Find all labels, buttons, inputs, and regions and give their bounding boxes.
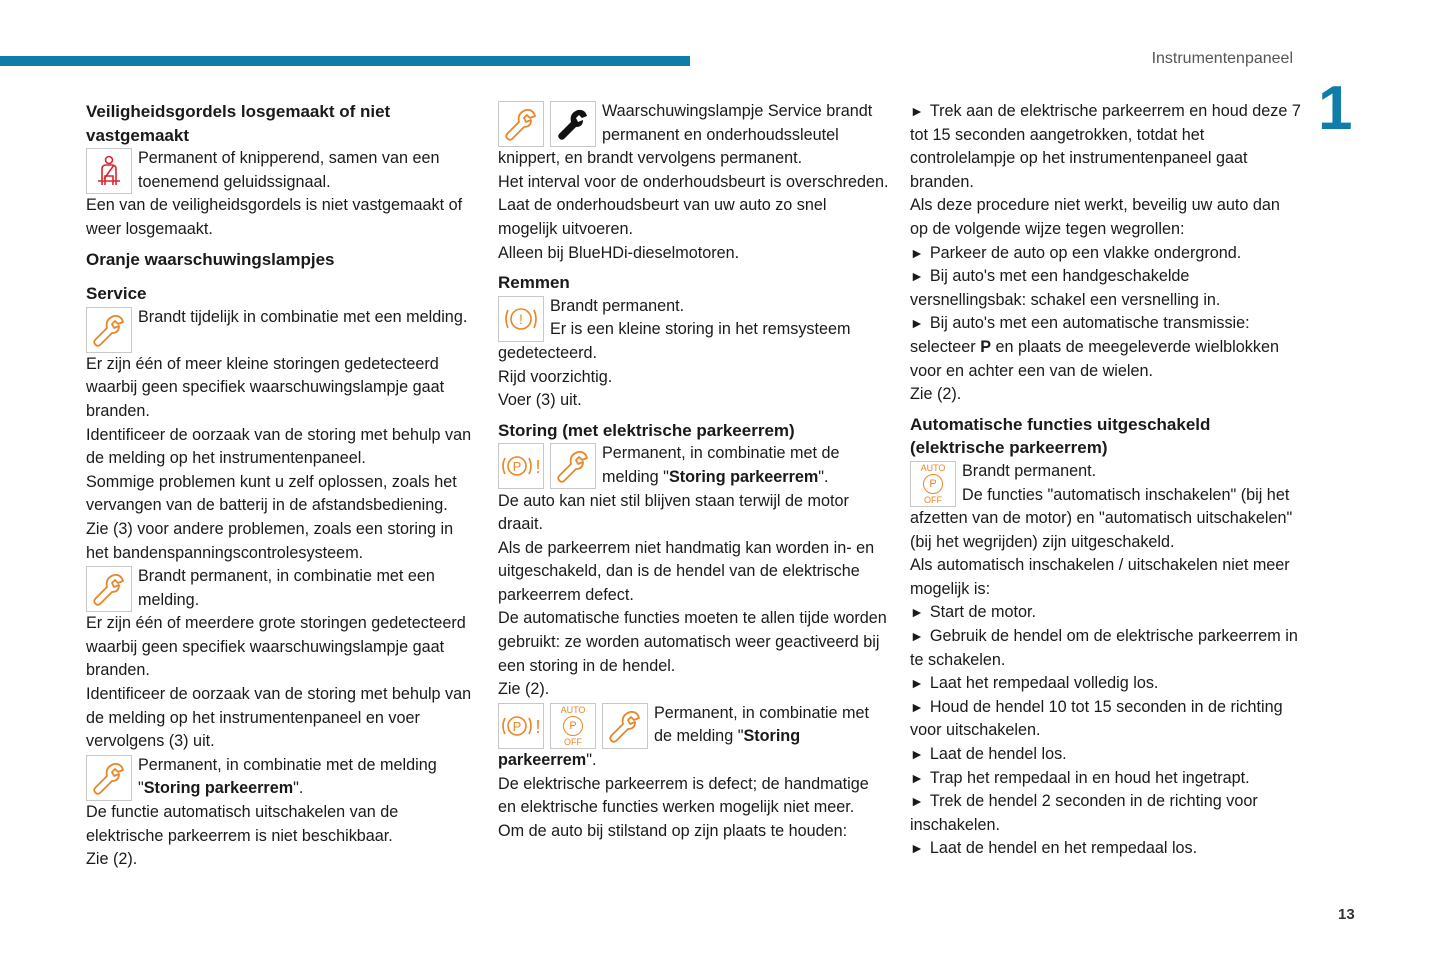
- service-lamp-3-text: Permanent, in combinatie met de melding "Storing parkeerrem".: [138, 755, 437, 798]
- orange-lamps-heading: Oranje waarschuwingslampjes: [86, 249, 335, 269]
- chapter-number: 1: [1318, 74, 1353, 143]
- bullet-arrow-icon: ►: [910, 604, 924, 621]
- wrench-icon: [86, 755, 132, 801]
- service-2-paragraph-1: Er zijn één of meerdere grote storingen gedetecteerd waarbij geen specifiek waarschuwingslampje gaat branden.: [86, 614, 466, 680]
- auto-off-parking-icon: [550, 703, 596, 749]
- bullet-arrow-icon: ►: [910, 315, 924, 332]
- service-lamp-2-text: Brandt permanent, in combinatie met een melding.: [138, 567, 435, 609]
- auto-label: AUTO: [920, 462, 946, 473]
- bullet-arrow-icon: ►: [910, 103, 924, 119]
- service-1-paragraph-1: Er zijn één of meer kleine storingen gedetecteerd waarbij geen specifiek waarschuwingslampje gaat branden.: [86, 354, 445, 420]
- see-reference: Zie (2).: [910, 385, 962, 404]
- service-1-paragraph-3: Sommige problemen kunt u zelf oplossen, zoals het vervangen van de batterij in de afstandsbediening.: [86, 472, 457, 515]
- bullet-arrow-icon: ►: [910, 244, 924, 261]
- epb-1-paragraph-4: Zie (2).: [498, 680, 550, 699]
- wrench-icon: [550, 443, 596, 489]
- service-lamp-1-text: Brandt tijdelijk in combinatie met een melding.: [138, 307, 468, 326]
- bullet-arrow-icon: ►: [910, 840, 924, 857]
- column-middle: [498, 100, 890, 843]
- bullet-item: ► Parkeer de auto op een vlakke ondergrond.: [910, 243, 1242, 262]
- page-number: 13: [1338, 906, 1355, 923]
- service-3-paragraph-2: Zie (2).: [86, 850, 138, 869]
- epb-1-paragraph-3: De automatische functies moeten te allen tijde worden gebruikt: ze worden automatisch weer geactiveerd bij een storing in de hendel.: [498, 609, 887, 675]
- bullet-arrow-icon: ►: [910, 746, 924, 763]
- off-label: OFF: [564, 736, 582, 747]
- step-item: ► Laat het rempedaal volledig los.: [910, 674, 1159, 693]
- service-key-paragraph-3: Alleen bij BlueHDi-dieselmotoren.: [498, 243, 740, 262]
- service-2-paragraph-2: Identificeer de oorzaak van de storing met behulp van de melding op het instrumentenpaneel en voer vervolgens (3) uit.: [86, 685, 472, 751]
- parking-p-glyph: P: [512, 718, 522, 734]
- brakes-lamp-text: Brandt permanent.: [550, 296, 685, 315]
- brake-warning-icon: [498, 296, 544, 342]
- bullet-arrow-icon: ►: [910, 628, 924, 645]
- epb-2-lamp-text: Permanent, in combinatie met de melding "Storing parkeerrem".: [498, 703, 870, 770]
- service-key-paragraph-1: Het interval voor de onderhoudsbeurt is overschreden.: [498, 172, 889, 191]
- auto-paragraph-2: Als automatisch inschakelen / uitschakelen niet meer mogelijk is:: [910, 556, 1290, 598]
- step-item: ► Laat de hendel en het rempedaal los.: [910, 839, 1198, 858]
- maintenance-wrench-icon: [550, 101, 596, 147]
- seatbelt-paragraph: Een van de veiligheidsgordels is niet vastgemaakt of weer losgemaakt.: [86, 196, 463, 238]
- service-heading: Service: [86, 284, 147, 304]
- service-3-paragraph-1: De functie automatisch uitschakelen van de elektrische parkeerrem is niet beschikbaar.: [86, 803, 399, 845]
- bullet-item: ► Trek aan de elektrische parkeerrem en houd deze 7 tot 15 seconden aangetrokken, totdat het controlelampje op het instrumentenpaneel gaat branden.: [910, 102, 1301, 191]
- fault-exclaim-glyph: !: [535, 457, 541, 478]
- auto-lamp-text: Brandt permanent.: [962, 461, 1097, 480]
- bullet-item: ► Bij auto's met een automatische transmissie: selecteer P en plaats de meegeleverde wielblokken voor en achter een van de wielen.: [910, 314, 1279, 380]
- service-key-lamp-text: Waarschuwingslampje Service brandt permanent en onderhoudssleutel knippert, en brandt vervolgens permanent.: [498, 102, 873, 168]
- fault-exclaim-glyph: !: [535, 716, 541, 737]
- step-item: ► Start de motor.: [910, 603, 1037, 622]
- epb-2-paragraph-1: De elektrische parkeerrem is defect; de handmatige en elektrische functies werken mogelijk niet meer.: [498, 774, 869, 817]
- wrench-icon: [602, 703, 648, 749]
- parking-brake-fault-icon: [498, 443, 544, 489]
- auto-functions-heading: Automatische functies uitgeschakeld (elektrische parkeerrem): [910, 414, 1211, 458]
- brakes-paragraph-1: Er is een kleine storing in het remsysteem gedetecteerd.: [498, 320, 851, 362]
- auto-p-circle: P: [563, 716, 583, 736]
- step-item: ► Gebruik de hendel om de elektrische parkeerrem in te schakelen.: [910, 627, 1298, 669]
- seatbelt-warning-icon: [86, 148, 132, 194]
- off-label: OFF: [924, 494, 942, 505]
- brakes-paragraph-3: Voer (3) uit.: [498, 391, 582, 410]
- bullet-arrow-icon: ►: [910, 769, 924, 786]
- parking-brake-fault-icon: [498, 703, 544, 749]
- wrench-icon: [498, 101, 544, 147]
- auto-p-circle: P: [923, 474, 943, 494]
- column-left: [86, 100, 478, 872]
- fallback-paragraph: Als deze procedure niet werkt, beveilig uw auto dan op de volgende wijze tegen wegrollen:: [910, 196, 1280, 238]
- epb-1-lamp-text: Permanent, in combinatie met de melding "Storing parkeerrem".: [602, 444, 840, 486]
- auto-off-parking-icon: [910, 461, 956, 507]
- bullet-item: ► Bij auto's met een handgeschakelde versnellingsbak: schakel een versnelling in.: [910, 267, 1221, 309]
- column-right: [910, 100, 1302, 861]
- seatbelt-heading: Veiligheidsgordels losgemaakt of niet vastgemaakt: [86, 102, 391, 145]
- step-item: ► Trap het rempedaal in en houd het ingetrapt.: [910, 768, 1250, 787]
- epb-1-paragraph-1: De auto kan niet stil blijven staan terwijl de motor draait.: [498, 491, 849, 534]
- brakes-heading: Remmen: [498, 273, 570, 293]
- service-key-paragraph-2: Laat de onderhoudsbeurt van uw auto zo snel mogelijk uitvoeren.: [498, 196, 827, 238]
- epb-fault-heading: Storing (met elektrische parkeerrem): [498, 420, 795, 440]
- parking-p-glyph: P: [512, 459, 522, 475]
- seatbelt-lamp-text: Permanent of knipperend, samen van een toenemend geluidssignaal.: [138, 149, 440, 191]
- brake-exclaim-glyph: !: [519, 310, 523, 327]
- service-1-paragraph-4: Zie (3) voor andere problemen, zoals een storing in het bandenspanningscontrolesysteem.: [86, 519, 454, 562]
- epb-2-paragraph-2: Om de auto bij stilstand op zijn plaats te houden:: [498, 821, 848, 840]
- bullet-arrow-icon: ►: [910, 268, 924, 285]
- auto-label: AUTO: [560, 704, 586, 715]
- epb-1-paragraph-2: Als de parkeerrem niet handmatig kan worden in- en uitgeschakeld, dan is de hendel van de elektrische parkeerrem defect.: [498, 538, 875, 604]
- section-title: Instrumentenpaneel: [1151, 50, 1293, 67]
- bullet-arrow-icon: ►: [910, 698, 924, 715]
- bullet-arrow-icon: ►: [910, 793, 924, 810]
- bullet-arrow-icon: ►: [910, 675, 924, 692]
- step-item: ► Trek de hendel 2 seconden in de richting voor inschakelen.: [910, 792, 1258, 834]
- wrench-icon: [86, 566, 132, 612]
- step-item: ► Laat de hendel los.: [910, 745, 1067, 764]
- brakes-paragraph-2: Rijd voorzichtig.: [498, 367, 613, 386]
- step-item: ► Houd de hendel 10 tot 15 seconden in de richting voor uitschakelen.: [910, 697, 1283, 740]
- header-accent-bar: [0, 56, 690, 66]
- wrench-icon: [86, 307, 132, 353]
- service-1-paragraph-2: Identificeer de oorzaak van de storing met behulp van de melding op het instrumentenpaneel.: [86, 425, 472, 468]
- auto-paragraph-1: De functies "automatisch inschakelen" (bij het afzetten van de motor) en "automatisch uitschakelen" (bij het wegrijden) zijn uitgeschakeld.: [910, 485, 1293, 551]
